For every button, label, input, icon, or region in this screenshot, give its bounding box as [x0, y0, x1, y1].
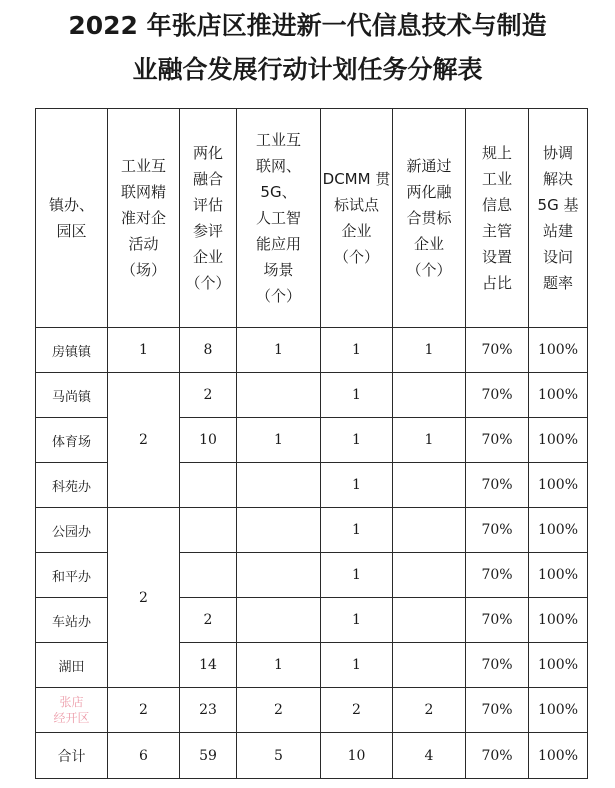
- header-dcmm: [321, 109, 393, 328]
- header-line: 准对企: [120, 209, 166, 227]
- header-line: 主管: [481, 222, 512, 240]
- cell-ratio: 70%: [466, 463, 529, 508]
- header-line: 工业互: [255, 131, 301, 149]
- header-line: 企业: [192, 248, 223, 266]
- stamp-text-line2: 经开区: [53, 711, 90, 725]
- cell-name: 马尚镇: [36, 373, 108, 418]
- header-line: 新通过: [406, 157, 452, 175]
- cell-rate: 100%: [529, 418, 588, 463]
- cell-dcmm: 1: [321, 598, 393, 643]
- header-line: （个）: [255, 287, 301, 305]
- header-line: 场景: [263, 261, 294, 279]
- total-row: [36, 733, 588, 779]
- cell-assess: [180, 553, 237, 598]
- header-line: 联网精: [120, 183, 166, 201]
- cell-scenes: 1: [237, 328, 321, 373]
- header-line: 融合: [192, 170, 223, 188]
- table-row: [36, 373, 588, 418]
- cell-ratio: 70%: [466, 373, 529, 418]
- cell-rate: 100%: [529, 688, 588, 733]
- header-line: 信息: [481, 196, 512, 214]
- header-assessment: [180, 109, 237, 328]
- header-row: [36, 109, 588, 328]
- cell-name: 车站办: [36, 598, 108, 643]
- task-breakdown-table: [35, 108, 588, 779]
- cell-ratio: 70%: [466, 418, 529, 463]
- header-line: 解决: [542, 170, 573, 188]
- cell-newcert: 4: [393, 733, 466, 779]
- cell-rate: 100%: [529, 643, 588, 688]
- header-line: 5G 基: [537, 196, 579, 214]
- stamp-text-line1: 张店: [59, 695, 84, 709]
- cell-rate: 100%: [529, 373, 588, 418]
- cell-dcmm: 1: [321, 418, 393, 463]
- header-line: 工业: [481, 170, 512, 188]
- header-line: 企业: [413, 235, 444, 253]
- header-new-cert: [393, 109, 466, 328]
- cell-dcmm: 1: [321, 463, 393, 508]
- cell-assess: 2: [180, 598, 237, 643]
- header-line: （个）: [406, 261, 452, 279]
- cell-assess: [180, 463, 237, 508]
- header-line: （个）: [333, 248, 379, 266]
- cell-dcmm: 1: [321, 643, 393, 688]
- cell-scenes: [237, 463, 321, 508]
- cell-name: 和平办: [36, 553, 108, 598]
- table-row: [36, 328, 588, 373]
- cell-ratio: 70%: [466, 688, 529, 733]
- cell-scenes: 1: [237, 418, 321, 463]
- cell-dcmm: 2: [321, 688, 393, 733]
- cell-name: 科苑办: [36, 463, 108, 508]
- cell-events: 2: [108, 688, 180, 733]
- cell-rate: 100%: [529, 733, 588, 779]
- header-line: 人工智: [255, 209, 301, 227]
- cell-dcmm: 1: [321, 328, 393, 373]
- cell-dcmm: 1: [321, 553, 393, 598]
- cell-assess: 10: [180, 418, 237, 463]
- header-district: [36, 109, 108, 328]
- cell-scenes: [237, 553, 321, 598]
- header-line: 设置: [481, 248, 512, 266]
- cell-rate: 100%: [529, 508, 588, 553]
- cell-name: 体育场: [36, 418, 108, 463]
- document-title-line1: 2022 年张店区推进新一代信息技术与制造: [68, 11, 547, 40]
- cell-ratio: 70%: [466, 733, 529, 779]
- header-line: （场）: [120, 261, 166, 279]
- header-line: 两化: [192, 144, 223, 162]
- header-line: 园区: [56, 222, 87, 240]
- cell-newcert: [393, 553, 466, 598]
- cell-events: 6: [108, 733, 180, 779]
- header-scenes: [237, 109, 321, 328]
- header-line: 占比: [481, 274, 512, 292]
- cell-scenes: 1: [237, 643, 321, 688]
- cell-name: 湖田: [36, 643, 108, 688]
- header-line: 能应用: [255, 235, 301, 253]
- header-line: 参评: [192, 222, 223, 240]
- cell-newcert: [393, 643, 466, 688]
- cell-scenes: [237, 508, 321, 553]
- header-line: 工业互: [120, 157, 166, 175]
- cell-events-merged: 2: [108, 508, 180, 688]
- cell-scenes: 5: [237, 733, 321, 779]
- cell-assess: 2: [180, 373, 237, 418]
- header-line: 设问: [542, 248, 573, 266]
- cell-assess: 59: [180, 733, 237, 779]
- cell-scenes: [237, 598, 321, 643]
- cell-dcmm: 10: [321, 733, 393, 779]
- cell-newcert: [393, 508, 466, 553]
- header-events: [108, 109, 180, 328]
- cell-dcmm: 1: [321, 508, 393, 553]
- header-line: 企业: [341, 222, 372, 240]
- header-line: 规上: [481, 144, 512, 162]
- header-line: 标试点: [333, 196, 379, 214]
- header-line: （个）: [185, 274, 231, 292]
- cell-name: 公园办: [36, 508, 108, 553]
- cell-ratio: 70%: [466, 553, 529, 598]
- cell-ratio: 70%: [466, 643, 529, 688]
- cell-ratio: 70%: [466, 598, 529, 643]
- document-title-line2: 业融合发展行动计划任务分解表: [132, 55, 483, 84]
- cell-scenes: [237, 373, 321, 418]
- cell-scenes: 2: [237, 688, 321, 733]
- cell-events-merged: 2: [108, 373, 180, 508]
- cell-name-stamped: [36, 688, 108, 733]
- header-line: 合贯标: [406, 209, 452, 227]
- cell-assess: 23: [180, 688, 237, 733]
- table-row: [36, 688, 588, 733]
- header-5g-rate: [529, 109, 588, 328]
- header-line: 协调: [542, 144, 573, 162]
- cell-assess: [180, 508, 237, 553]
- header-line: 两化融: [406, 183, 452, 201]
- header-line: 活动: [128, 235, 159, 253]
- cell-name: 房镇镇: [36, 328, 108, 373]
- cell-assess: 8: [180, 328, 237, 373]
- header-line: 镇办、: [48, 196, 94, 214]
- header-line: 5G、: [260, 183, 297, 201]
- cell-ratio: 70%: [466, 508, 529, 553]
- header-line: 站建: [542, 222, 573, 240]
- cell-newcert: [393, 598, 466, 643]
- cell-rate: 100%: [529, 328, 588, 373]
- header-ratio: [466, 109, 529, 328]
- table-row: [36, 508, 588, 553]
- cell-newcert: 2: [393, 688, 466, 733]
- cell-rate: 100%: [529, 463, 588, 508]
- header-line: 评估: [192, 196, 223, 214]
- cell-total-label: 合计: [36, 733, 108, 779]
- cell-rate: 100%: [529, 598, 588, 643]
- cell-newcert: 1: [393, 328, 466, 373]
- cell-ratio: 70%: [466, 328, 529, 373]
- cell-dcmm: 1: [321, 373, 393, 418]
- header-line: 题率: [542, 274, 573, 292]
- header-line: 联网、: [255, 157, 301, 175]
- cell-newcert: 1: [393, 418, 466, 463]
- cell-assess: 14: [180, 643, 237, 688]
- header-line: DCMM 贯: [322, 170, 391, 188]
- cell-newcert: [393, 373, 466, 418]
- cell-events: 1: [108, 328, 180, 373]
- cell-newcert: [393, 463, 466, 508]
- cell-rate: 100%: [529, 553, 588, 598]
